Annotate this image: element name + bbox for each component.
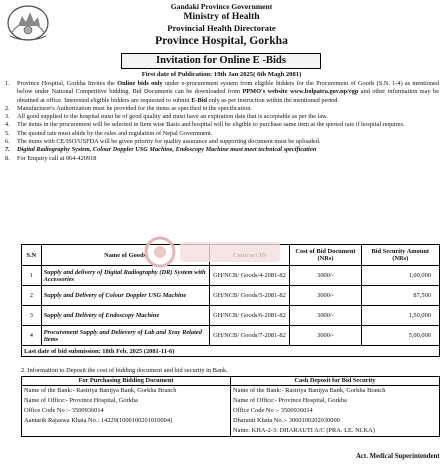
- notice-conditions-list: [5, 80, 439, 163]
- header-province-government: Gandaki Province Government: [170, 2, 273, 11]
- bank-info-line: 2. Information to Deposit the cost of bidding document and bid security in Bank.: [21, 367, 228, 374]
- table-row: 3 Supply and Delivery of Endoscopy Machine GH/NCB/ Goods/6-2081-82 3000/- 1,50,000: [22, 306, 440, 326]
- table-row: [22, 386, 440, 437]
- list-item: 5. The quoted rate must abide by the rules and regulation of Nepal Government.: [5, 129, 213, 137]
- bids-watermark-logo: [140, 232, 290, 272]
- table-row: 4 Procurement Supply and Delievery of Lab and Xray Related Items GH/NCB/ Goods/7-2081-82 3000/- 5,00,000: [22, 326, 440, 346]
- bank-deposit-table: [21, 376, 440, 437]
- signature-title: Act. Medical Superintendent: [356, 453, 440, 460]
- last-submission-date: Last date of bid submission: 18th Feb, 2025 (2081-11-6): [22, 346, 440, 357]
- col-header-bid-cost: Cost of Bid Document (NRs): [290, 245, 361, 266]
- list-item: 1. Province Hospital, Gorkha Invites the Online bids only under e-procurement system from eligible bidders for the Procurement of Goods (S.N. 1-4) as mentioned below under National Competitive bidding. Bid Documents can be downloaded from PPMO's website www.bolpatra.gov.np/egp and other information may be obtained at office. Interested eligible bidders are requested to submit E-Bid only as per instruction within the mentioned period.: [5, 80, 439, 104]
- last-date-row: [22, 346, 440, 357]
- header-ministry: Ministry of Health: [183, 11, 260, 22]
- col-header-goods: Name of Goods: [41, 245, 209, 266]
- publication-date: First date of Publication: 19th Jan 2025( 6th Magh 2081): [141, 71, 302, 78]
- list-item: 8. For Enquiry call at 064-420918: [5, 154, 97, 162]
- col-header-sn: S.N: [22, 245, 42, 266]
- bid-security-bank-details: Name of the Bank:- Rastriya Banijya Bank, Gorkha Branch Name of Office:- Province Hospital, Gorkha Office Code No :- 3500936014 Dharauti Khata No.:- 3060100202030000 Name: KHA-2-3: DHARAUTI A/C (PRA. LE. NI.KA): [231, 386, 440, 437]
- col-header-cash-deposit: Cash Deposit for Bid Security: [231, 377, 440, 386]
- table-header-row: [22, 377, 440, 386]
- list-item: 6. The items with CE/ISO/USFDA will be given priority for quality assurance and supporting document must be uploaded.: [5, 138, 321, 146]
- col-header-bid-security: Bid Security Amount (NRs): [361, 245, 439, 266]
- list-item: 7. Digital Radiography System, Colour Doppler USG Machine, Endoscopy Machine must meet technical specification: [5, 146, 317, 154]
- header-hospital: Province Hospital, Gorkha: [155, 34, 288, 47]
- header-directorate: Provincial Health Directorate: [167, 23, 276, 33]
- col-header-bid-document: For Purchasing Bidding Document: [22, 377, 231, 386]
- table-row: 1 Supply and delivery of Digital Radiography (DR) System with Accessories GH/NCB/ Goods/4-2081-82 3000/- 1,00,000: [22, 266, 440, 286]
- list-item: 4. The items in the procurement will be selected in Item wise Basis and hospital will be eligible to purchase same item at the quoted rate if hospital requires.: [5, 121, 405, 129]
- list-item: 2. Manufacturer's Authorization must be provided for the items as specified in the specification.: [5, 104, 252, 112]
- bid-document-bank-details: Name of the Bank:- Rastriya Banijya Bank, Gorkha Branch Name of Office:- Province Hospital, Gorkha Office Code No :- 3500936014 Aantarik Rajaswa Khata No.: 14229(1000100201010004): [22, 386, 231, 437]
- table-row: 2 Supply and Delivery of Colour Doppler USG Machine GH/NCB/ Goods/5-2081-82 3000/- 87,500: [22, 286, 440, 306]
- list-item: 3. All good supplied to the hospital must be of good quality and must have an expiration date that is acceptable as per the law.: [5, 113, 328, 121]
- notice-title-banner: Invitation for Online E -Bids: [121, 53, 321, 69]
